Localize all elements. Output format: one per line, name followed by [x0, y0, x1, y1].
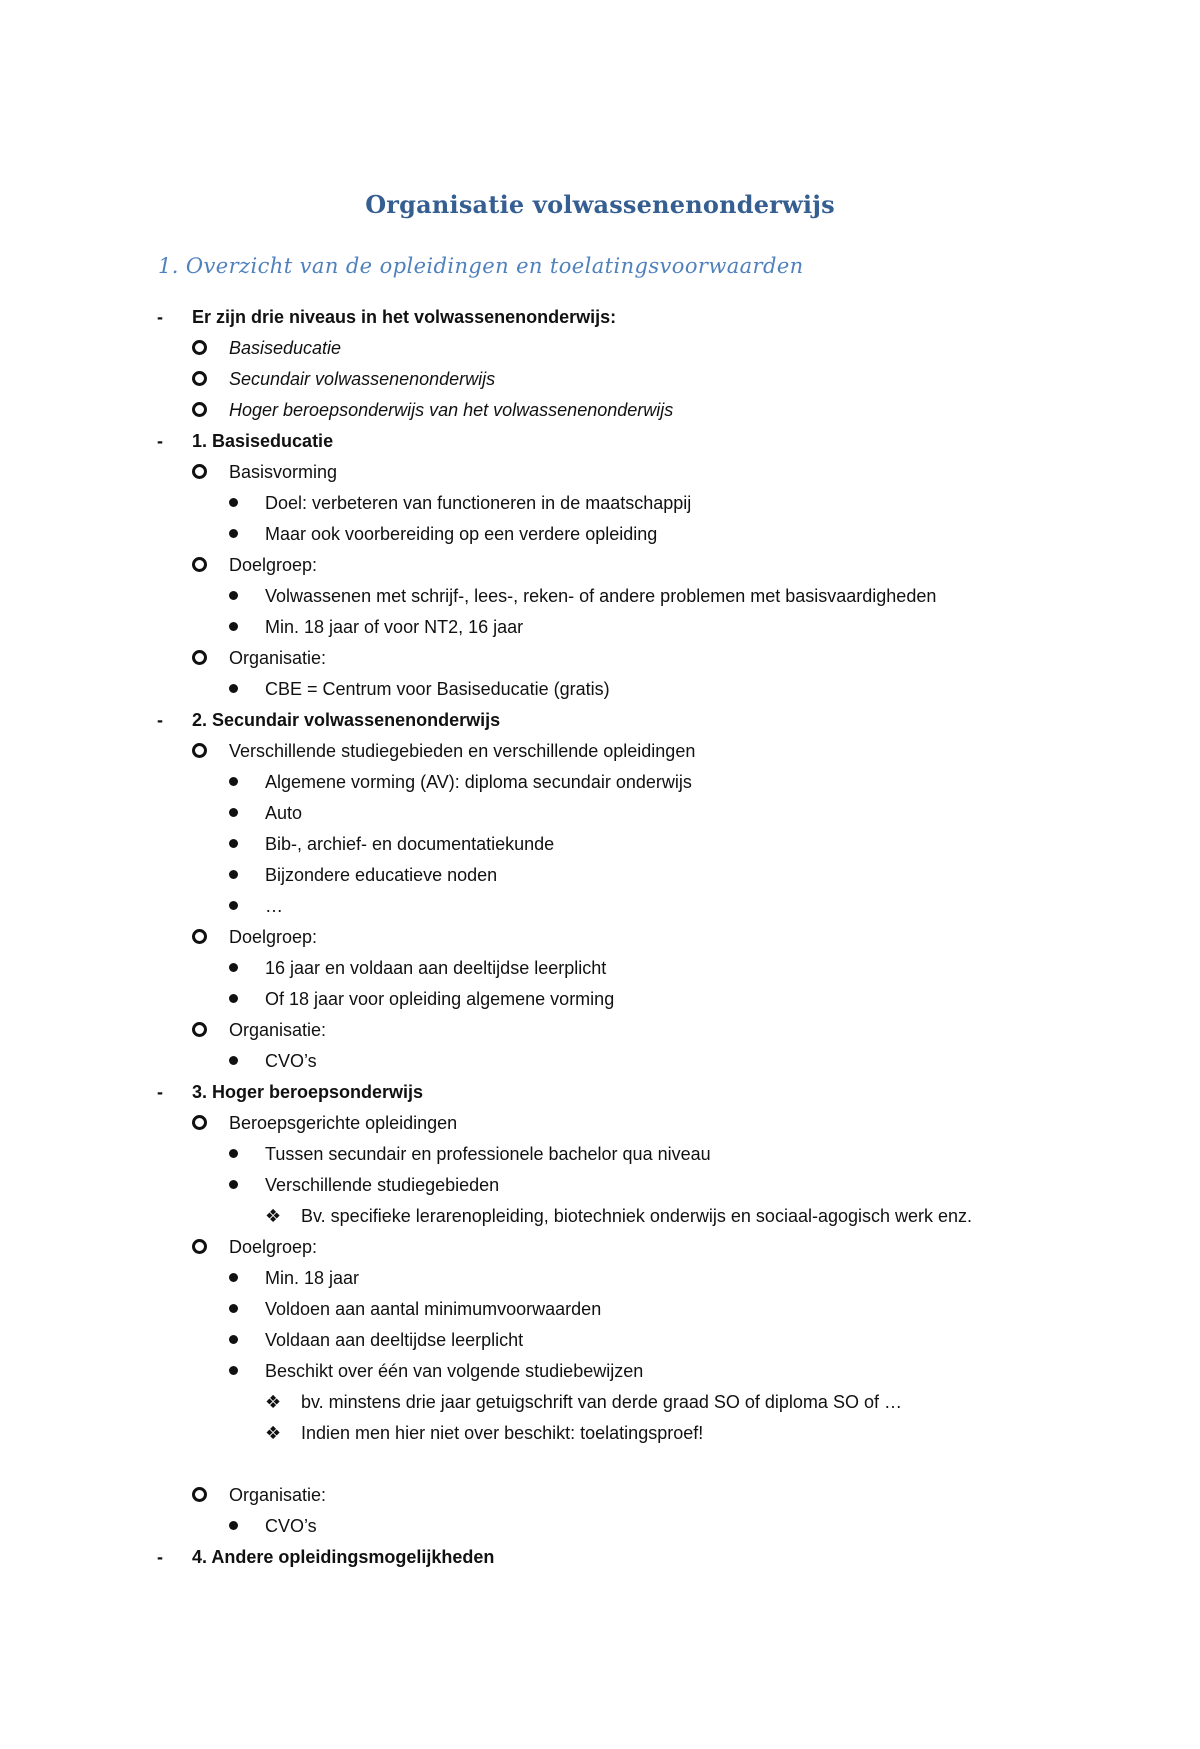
- list-item-text: Hoger beroepsonderwijs van het volwassenenonderwijs: [229, 400, 674, 420]
- section-heading: 1. Overzicht van de opleidingen en toelatingsvoorwaarden: [158, 254, 804, 278]
- list-item: [0, 643, 1200, 674]
- list-item-text: Beroepsgerichte opleidingen: [229, 1113, 458, 1133]
- list-item-text: Organisatie:: [229, 648, 327, 668]
- dot-bullet-icon: [229, 798, 238, 829]
- list-item: [0, 767, 1200, 798]
- dot-bullet-icon: [229, 1511, 238, 1542]
- circle-bullet-icon: [192, 643, 207, 674]
- section-item: [0, 1542, 1200, 1573]
- list-item-text: Doelgroep:: [229, 555, 318, 575]
- dot-bullet-icon: [229, 1170, 238, 1201]
- list-item-text: Basisvorming: [229, 462, 338, 482]
- circle-bullet-icon: [192, 550, 207, 581]
- dot-bullet-icon: [229, 984, 238, 1015]
- dot-bullet-icon: [229, 1139, 238, 1170]
- list-item-text: Doelgroep:: [229, 927, 318, 947]
- section-item: [0, 705, 1200, 736]
- list-item: [0, 953, 1200, 984]
- dot-bullet-icon: [229, 1325, 238, 1356]
- list-item-text: CBE = Centrum voor Basiseducatie (gratis): [265, 679, 610, 699]
- section-item: [0, 302, 1200, 333]
- list-item-text: Er zijn drie niveaus in het volwassenenonderwijs:: [192, 307, 617, 327]
- dot-bullet-icon: [229, 1046, 238, 1077]
- list-item: [0, 736, 1200, 767]
- circle-bullet-icon: [192, 1480, 207, 1511]
- list-item: [0, 674, 1200, 705]
- dot-bullet-icon: [229, 1294, 238, 1325]
- dot-bullet-icon: [229, 488, 238, 519]
- circle-bullet-icon: [192, 736, 207, 767]
- list-item-text: 4. Andere opleidingsmogelijkheden: [192, 1547, 495, 1567]
- list-item: [0, 488, 1200, 519]
- list-item: [0, 1356, 1200, 1387]
- list-item-text: Verschillende studiegebieden en verschillende opleidingen: [229, 741, 696, 761]
- list-item: [0, 333, 1200, 364]
- dot-bullet-icon: [229, 891, 238, 922]
- list-item-text: 2. Secundair volwassenenonderwijs: [192, 710, 501, 730]
- list-item: [0, 1015, 1200, 1046]
- list-item: [0, 891, 1200, 922]
- list-item: [0, 581, 1200, 612]
- list-item: [0, 519, 1200, 550]
- dash-bullet: -: [157, 710, 163, 730]
- list-item-text: Beschikt over één van volgende studiebewijzen: [265, 1361, 644, 1381]
- list-item-text: 1. Basiseducatie: [192, 431, 334, 451]
- dot-bullet-icon: [229, 1263, 238, 1294]
- diamond-bullet-icon: ❖: [265, 1423, 282, 1444]
- list-item: [0, 364, 1200, 395]
- list-item: [0, 1325, 1200, 1356]
- list-item: [0, 922, 1200, 953]
- list-item-text: Volwassenen met schrijf-, lees-, reken- of andere problemen met basisvaardigheden: [265, 586, 937, 606]
- list-item-text: …: [265, 896, 283, 916]
- list-item-text: CVO’s: [265, 1516, 317, 1536]
- list-item: [0, 395, 1200, 426]
- list-item-text: Min. 18 jaar of voor NT2, 16 jaar: [265, 617, 524, 637]
- list-item-text: Maar ook voorbereiding op een verdere opleiding: [265, 524, 658, 544]
- list-item: [0, 1046, 1200, 1077]
- diamond-bullet-icon: ❖: [265, 1392, 282, 1413]
- list-item-text: Organisatie:: [229, 1485, 327, 1505]
- dot-bullet-icon: [229, 1356, 238, 1387]
- list-item: [0, 612, 1200, 643]
- section-item: [0, 426, 1200, 457]
- dot-bullet-icon: [229, 519, 238, 550]
- dash-bullet: -: [157, 1547, 163, 1567]
- list-item-text: CVO’s: [265, 1051, 317, 1071]
- list-item: [0, 829, 1200, 860]
- list-item-text: Secundair volwassenenonderwijs: [229, 369, 496, 389]
- list-item-text: bv. minstens drie jaar getuigschrift van derde graad SO of diploma SO of …: [301, 1392, 902, 1412]
- list-item-text: Indien men hier niet over beschikt: toelatingsproef!: [301, 1423, 704, 1443]
- list-item-text: Bijzondere educatieve noden: [265, 865, 498, 885]
- list-item: [0, 1294, 1200, 1325]
- list-item: [0, 1387, 1200, 1418]
- dot-bullet-icon: [229, 860, 238, 891]
- list-item-text: Verschillende studiegebieden: [265, 1175, 500, 1195]
- circle-bullet-icon: [192, 364, 207, 395]
- list-item: [0, 1232, 1200, 1263]
- section-item: [0, 1077, 1200, 1108]
- dot-bullet-icon: [229, 767, 238, 798]
- list-item-text: Doel: verbeteren van functioneren in de maatschappij: [265, 493, 692, 513]
- circle-bullet-icon: [192, 333, 207, 364]
- dash-bullet: -: [157, 307, 163, 327]
- dot-bullet-icon: [229, 612, 238, 643]
- document-title: Organisatie volwassenenonderwijs: [365, 190, 835, 219]
- blank-line: [0, 1449, 1200, 1480]
- dash-bullet: -: [157, 431, 163, 451]
- list-item: [0, 1418, 1200, 1449]
- list-item-text: Voldoen aan aantal minimumvoorwaarden: [265, 1299, 602, 1319]
- dot-bullet-icon: [229, 581, 238, 612]
- list-item: [0, 860, 1200, 891]
- list-item: [0, 1139, 1200, 1170]
- list-item-text: Organisatie:: [229, 1020, 327, 1040]
- list-item-text: Basiseducatie: [229, 338, 342, 358]
- dot-bullet-icon: [229, 829, 238, 860]
- list-item-text: Bib-, archief- en documentatiekunde: [265, 834, 555, 854]
- diamond-bullet-icon: ❖: [265, 1206, 282, 1227]
- list-item-text: Doelgroep:: [229, 1237, 318, 1257]
- list-item: [0, 1263, 1200, 1294]
- list-item: [0, 550, 1200, 581]
- list-item-text: Algemene vorming (AV): diploma secundair onderwijs: [265, 772, 692, 792]
- list-item-text: Of 18 jaar voor opleiding algemene vorming: [265, 989, 615, 1009]
- dot-bullet-icon: [229, 953, 238, 984]
- list-item: [0, 798, 1200, 829]
- circle-bullet-icon: [192, 1108, 207, 1139]
- list-item: [0, 1201, 1200, 1232]
- list-item: [0, 1511, 1200, 1542]
- circle-bullet-icon: [192, 922, 207, 953]
- list-item-text: Auto: [265, 803, 303, 823]
- list-item-text: 16 jaar en voldaan aan deeltijdse leerplicht: [265, 958, 607, 978]
- dot-bullet-icon: [229, 674, 238, 705]
- list-item: [0, 457, 1200, 488]
- list-item: [0, 984, 1200, 1015]
- list-item: [0, 1170, 1200, 1201]
- dash-bullet: -: [157, 1082, 163, 1102]
- list-item-text: Tussen secundair en professionele bachelor qua niveau: [265, 1144, 711, 1164]
- circle-bullet-icon: [192, 457, 207, 488]
- list-item: [0, 1480, 1200, 1511]
- list-item-text: Voldaan aan deeltijdse leerplicht: [265, 1330, 524, 1350]
- list-item-text: Bv. specifieke lerarenopleiding, biotechniek onderwijs en sociaal-agogisch werk enz.: [301, 1206, 973, 1226]
- list-item-text: Min. 18 jaar: [265, 1268, 360, 1288]
- list-item-text: 3. Hoger beroepsonderwijs: [192, 1082, 424, 1102]
- circle-bullet-icon: [192, 395, 207, 426]
- list-item: [0, 1108, 1200, 1139]
- circle-bullet-icon: [192, 1232, 207, 1263]
- circle-bullet-icon: [192, 1015, 207, 1046]
